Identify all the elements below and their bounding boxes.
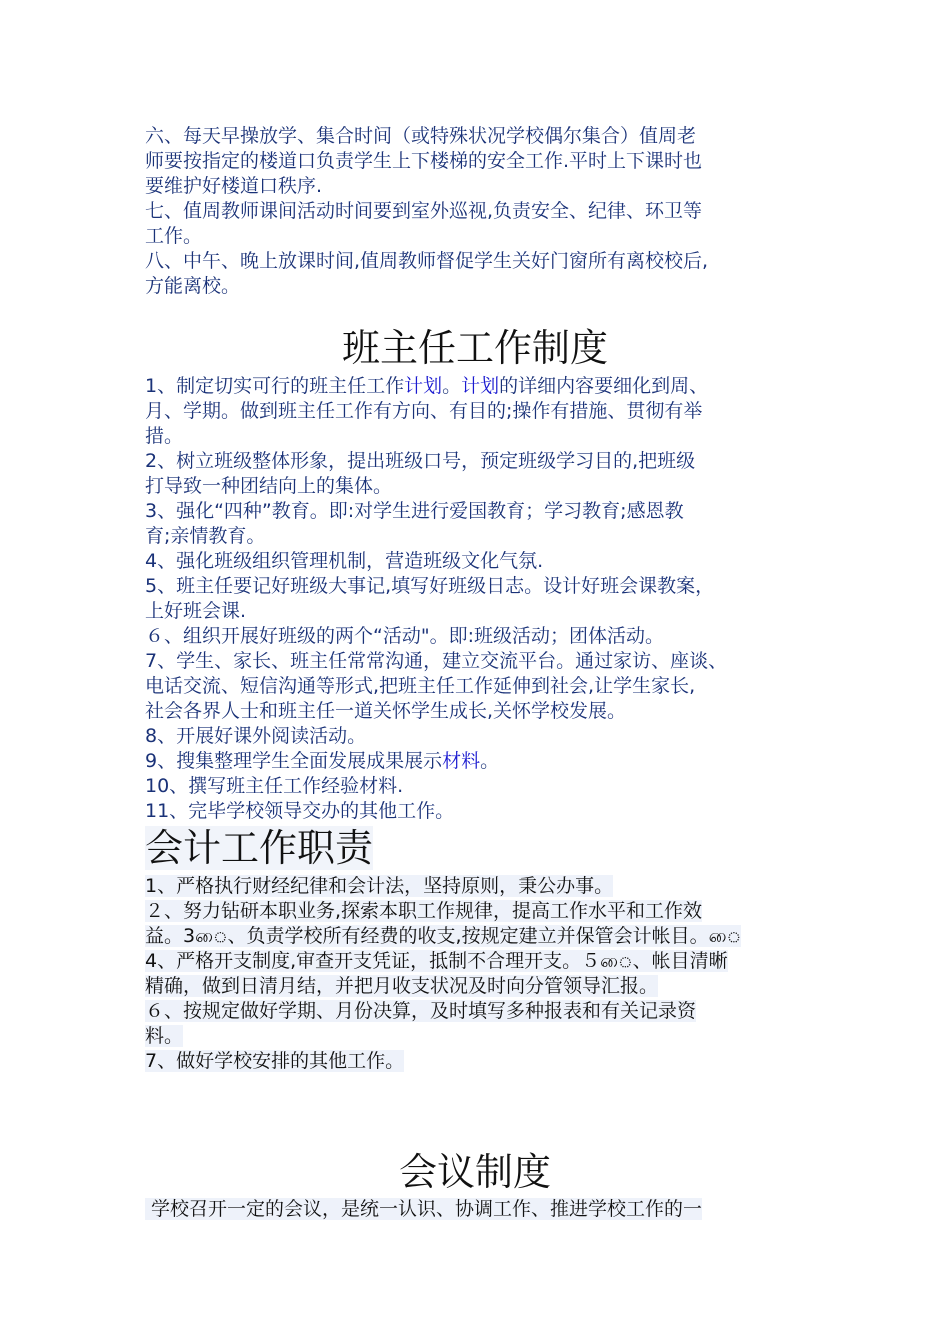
accounting-item-1 — [145, 874, 825, 899]
accounting-item-6 — [145, 999, 825, 1049]
headteacher-item-6: ６、组织开展好班级的两个“活动"。即:班级活动；团体活动。 — [145, 625, 664, 647]
headteacher-item-11: 11、完毕学校领导交办的其他工作。 — [145, 800, 455, 822]
headteacher-item-4: 4、强化班级组织管理机制，营造班级文化气氛. — [145, 550, 544, 572]
headteacher-item-9 — [145, 749, 825, 774]
accounting-item-7 — [145, 1049, 825, 1074]
headteacher-item-1 — [145, 374, 825, 449]
duty-item-7: 七、值周教师课间活动时间要到室外巡视,负责安全、纪律、环卫等 工作。 — [145, 200, 703, 247]
duty-item-6: 六、每天早操放学、集合时间（或特殊状况学校偶尔集合）值周老 师要按指定的楼道口负责学生上下楼梯的安全工作.平时上下课时也 要维护好楼道口秩序. — [145, 125, 703, 197]
meeting-intro — [145, 1197, 825, 1222]
materials-link[interactable]: 材料 — [442, 750, 481, 772]
headteacher-item-2: 2、树立班级整体形象，提出班级口号，预定班级学习目的,把班级 打导致一种团结向上的集体。 — [145, 450, 696, 497]
item-text: 的详细内容要细化到周、 月、学期。做到班主任工作有方向、有目的;操作有措施、贯彻有举 措。 — [145, 375, 709, 447]
headteacher-item-8: 8、开展好课外阅读活动。 — [145, 725, 367, 747]
duty-item-8: 八、中午、晚上放课时间,值周教师督促学生关好门窗所有离校校后, 方能离校。 — [145, 250, 709, 297]
headteacher-item-5: 5、班主任要记好班级大事记,填写好班级日志。设计好班会课教案， 上好班会课. — [145, 575, 715, 622]
item-text: 7、做好学校安排的其他工作。 — [145, 1050, 405, 1072]
meeting-title: 会议制度 — [398, 1150, 551, 1194]
item-text: ６、按规定做好学期、月份决算，及时填写多种报表和有关记录资 料。 — [145, 1000, 697, 1047]
plan-link[interactable]: 计划 — [461, 375, 500, 397]
accounting-items-2-5 — [145, 899, 825, 999]
item-text: 1、严格执行财经纪律和会计法，坚持原则，秉公办事。 — [145, 875, 614, 897]
item-text: 1、制定切实可行的班主任工作 — [145, 375, 405, 397]
headteacher-item-10: 10、撰写班主任工作经验材料. — [145, 775, 404, 797]
item-text: 。 — [442, 375, 462, 397]
headteacher-item-7: 7、学生、家长、班主任常常沟通，建立交流平台。通过家访、座谈、 电话交流、短信沟通等形式,把班主任工作延伸到社会,让学生家长, 社会各界人士和班主任一道关怀学生成长,关怀学校发展。 — [145, 650, 728, 722]
item-text: 9、搜集整理学生全面发展成果展示 — [145, 750, 443, 772]
headteacher-title: 班主任工作制度 — [341, 326, 608, 370]
item-text: 。 — [480, 750, 500, 772]
headteacher-item-3: 3、强化“四种”教育。即:对学生进行爱国教育；学习教育;感恩教 育;亲情教育。 — [145, 500, 684, 547]
accounting-title: 会计工作职责 — [145, 826, 374, 870]
item-text: ２、努力钻研本职业务,探索本职工作规律，提高工作水平和工作效 益。3ை、负责学校所有经费的收支,按规定建立并保管会计帐目。ை 4、严格开支制度,审查开支凭证，抵制不合理开支。５ை、帐目清晰 精确，做到日清月结，并把月收支状况及时向分管领导汇报。 — [145, 900, 742, 997]
item-text: 学校召开一定的会议，是统一认识、协调工作、推进学校工作的一 — [145, 1198, 703, 1220]
plan-link[interactable]: 计划 — [404, 375, 443, 397]
